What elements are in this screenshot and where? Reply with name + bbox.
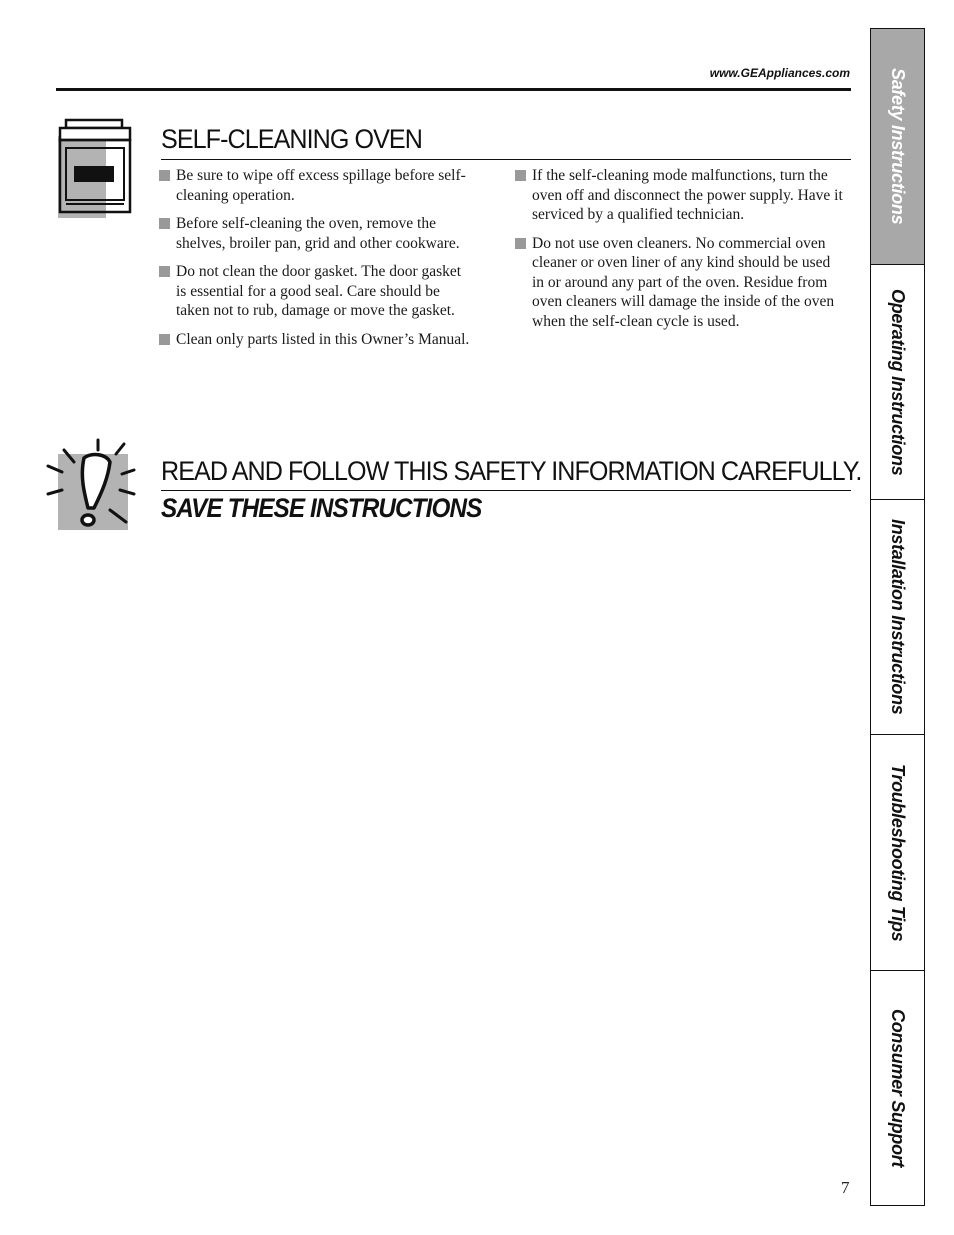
list-item: If the self-cleaning mode malfunctions, turn the oven off and disconnect the power supply. Have it serviced by a qualified technician. [515, 166, 845, 225]
bullet-square-icon [159, 266, 170, 277]
list-item: Before self-cleaning the oven, remove the shelves, broiler pan, grid and other cookware. [159, 214, 474, 253]
section-rule [161, 159, 851, 160]
list-item: Clean only parts listed in this Owner’s Manual. [159, 330, 474, 350]
top-rule [56, 88, 851, 91]
warning-exclamation-icon [44, 438, 136, 532]
list-item: Be sure to wipe off excess spillage before self-cleaning operation. [159, 166, 474, 205]
bullet-square-icon [159, 218, 170, 229]
save-instructions-heading: SAVE THESE INSTRUCTIONS [161, 493, 482, 523]
bullet-square-icon [159, 170, 170, 181]
list-item: Do not use oven cleaners. No commercial oven cleaner or oven liner of any kind should be used in or around any part of the oven. Residue from oven cleaners will damage the inside of the oven when the self-clean cycle is used. [515, 234, 845, 332]
bullet-square-icon [159, 334, 170, 345]
left-column [159, 166, 474, 358]
website-url: www.GEAppliances.com [709, 66, 850, 80]
bullet-square-icon [515, 238, 526, 249]
right-column [515, 166, 845, 340]
tab-operating-instructions[interactable]: Operating Instructions [871, 265, 924, 500]
bullet-square-icon [515, 170, 526, 181]
tab-troubleshooting-tips[interactable]: Troubleshooting Tips [871, 735, 924, 971]
list-item: Do not clean the door gasket. The door gasket is essential for a good seal. Care should be taken not to rub, damage or move the gasket. [159, 262, 474, 321]
section-rule [161, 490, 851, 491]
sidebar-tabs [870, 28, 925, 1206]
safety-info-heading: READ AND FOLLOW THIS SAFETY INFORMATION CAREFULLY. [161, 456, 862, 486]
tab-consumer-support[interactable]: Consumer Support [888, 1008, 908, 1168]
tab-installation-instructions[interactable]: Installation Instructions [871, 500, 924, 735]
section-title-self-cleaning: SELF-CLEANING OVEN [161, 124, 422, 154]
page-number: 7 [841, 1178, 850, 1197]
tab-safety-instructions[interactable]: Safety Instructions [871, 29, 924, 265]
oven-icon [56, 118, 134, 218]
